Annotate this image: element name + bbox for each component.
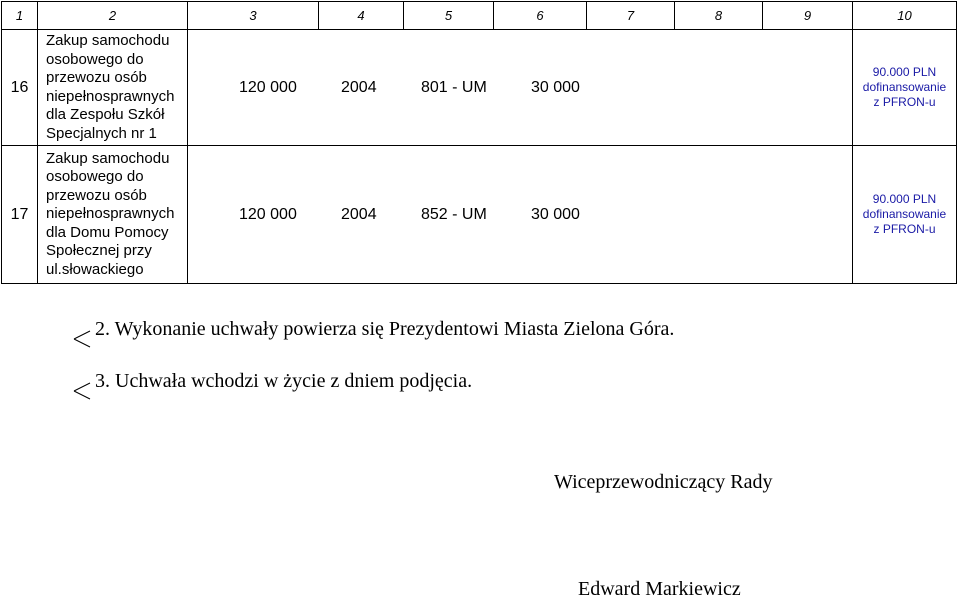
description-line: Zakup samochodu [46,149,170,167]
description-line: dla Domu Pomocy [46,223,169,241]
table-header-row [2,2,957,30]
section-cell: 801 - UM [421,78,487,96]
column-header: 4 [319,2,404,30]
column-header: 10 [853,2,957,30]
description-line: przewozu osób [46,69,147,86]
resolution-table [1,1,957,284]
description-line: Społecznej przy [46,242,152,260]
row-note [853,146,957,284]
note-line: dofinansowanie [862,80,947,94]
row-values [188,30,853,146]
column-header: 1 [2,2,38,30]
signature-name: Edward Markiewicz [578,578,741,600]
description-line: niepełnosprawnych [46,87,175,105]
note-line: 90.000 PLN [872,65,937,79]
description-line: Specjalnych nr 1 [46,124,157,142]
column-header: 2 [38,2,188,30]
description-line: przewozu osób [46,186,147,204]
value-cell: 30 000 [531,78,580,96]
column-header: 3 [188,2,319,30]
description-line: Zakup samochodu [46,32,170,49]
description-line: osobowego do [46,168,144,186]
column-header: 8 [675,2,763,30]
row-note [853,30,957,146]
paragraph-2: 2. Wykonanie uchwały powierza się Prezydentowi Miasta Zielona Góra. [95,318,675,340]
paragraph-mark-icon [72,327,94,349]
value-cell: 30 000 [531,205,580,223]
row-description [38,30,188,146]
description-line: dla Zespołu Szkół [46,106,165,123]
row-number: 16 [2,30,38,146]
column-header: 7 [587,2,675,30]
note-line: z PFRON-u [873,222,936,236]
table-row [2,146,957,284]
column-header: 6 [494,2,587,30]
column-header: 5 [404,2,494,30]
year-cell: 2004 [341,205,377,223]
note-line: z PFRON-u [873,95,936,109]
section-cell: 852 - UM [421,205,487,223]
column-header: 9 [763,2,853,30]
amount-cell: 120 000 [239,205,297,223]
description-line: ul.słowackiego [46,260,144,278]
row-values [188,146,853,284]
year-cell: 2004 [341,78,377,96]
paragraph-3: 3. Uchwała wchodzi w życie z dniem podjęcia. [95,370,473,392]
description-line: osobowego do [46,50,144,68]
paragraph-mark-icon [72,379,94,401]
amount-cell: 120 000 [239,78,297,96]
table-row [2,30,957,146]
note-line: dofinansowanie [862,207,947,221]
row-description [38,146,188,284]
note-line: 90.000 PLN [872,192,937,206]
description-line: niepełnosprawnych [46,205,175,223]
row-number: 17 [2,146,38,284]
signature-title: Wiceprzewodniczący Rady [554,471,773,493]
